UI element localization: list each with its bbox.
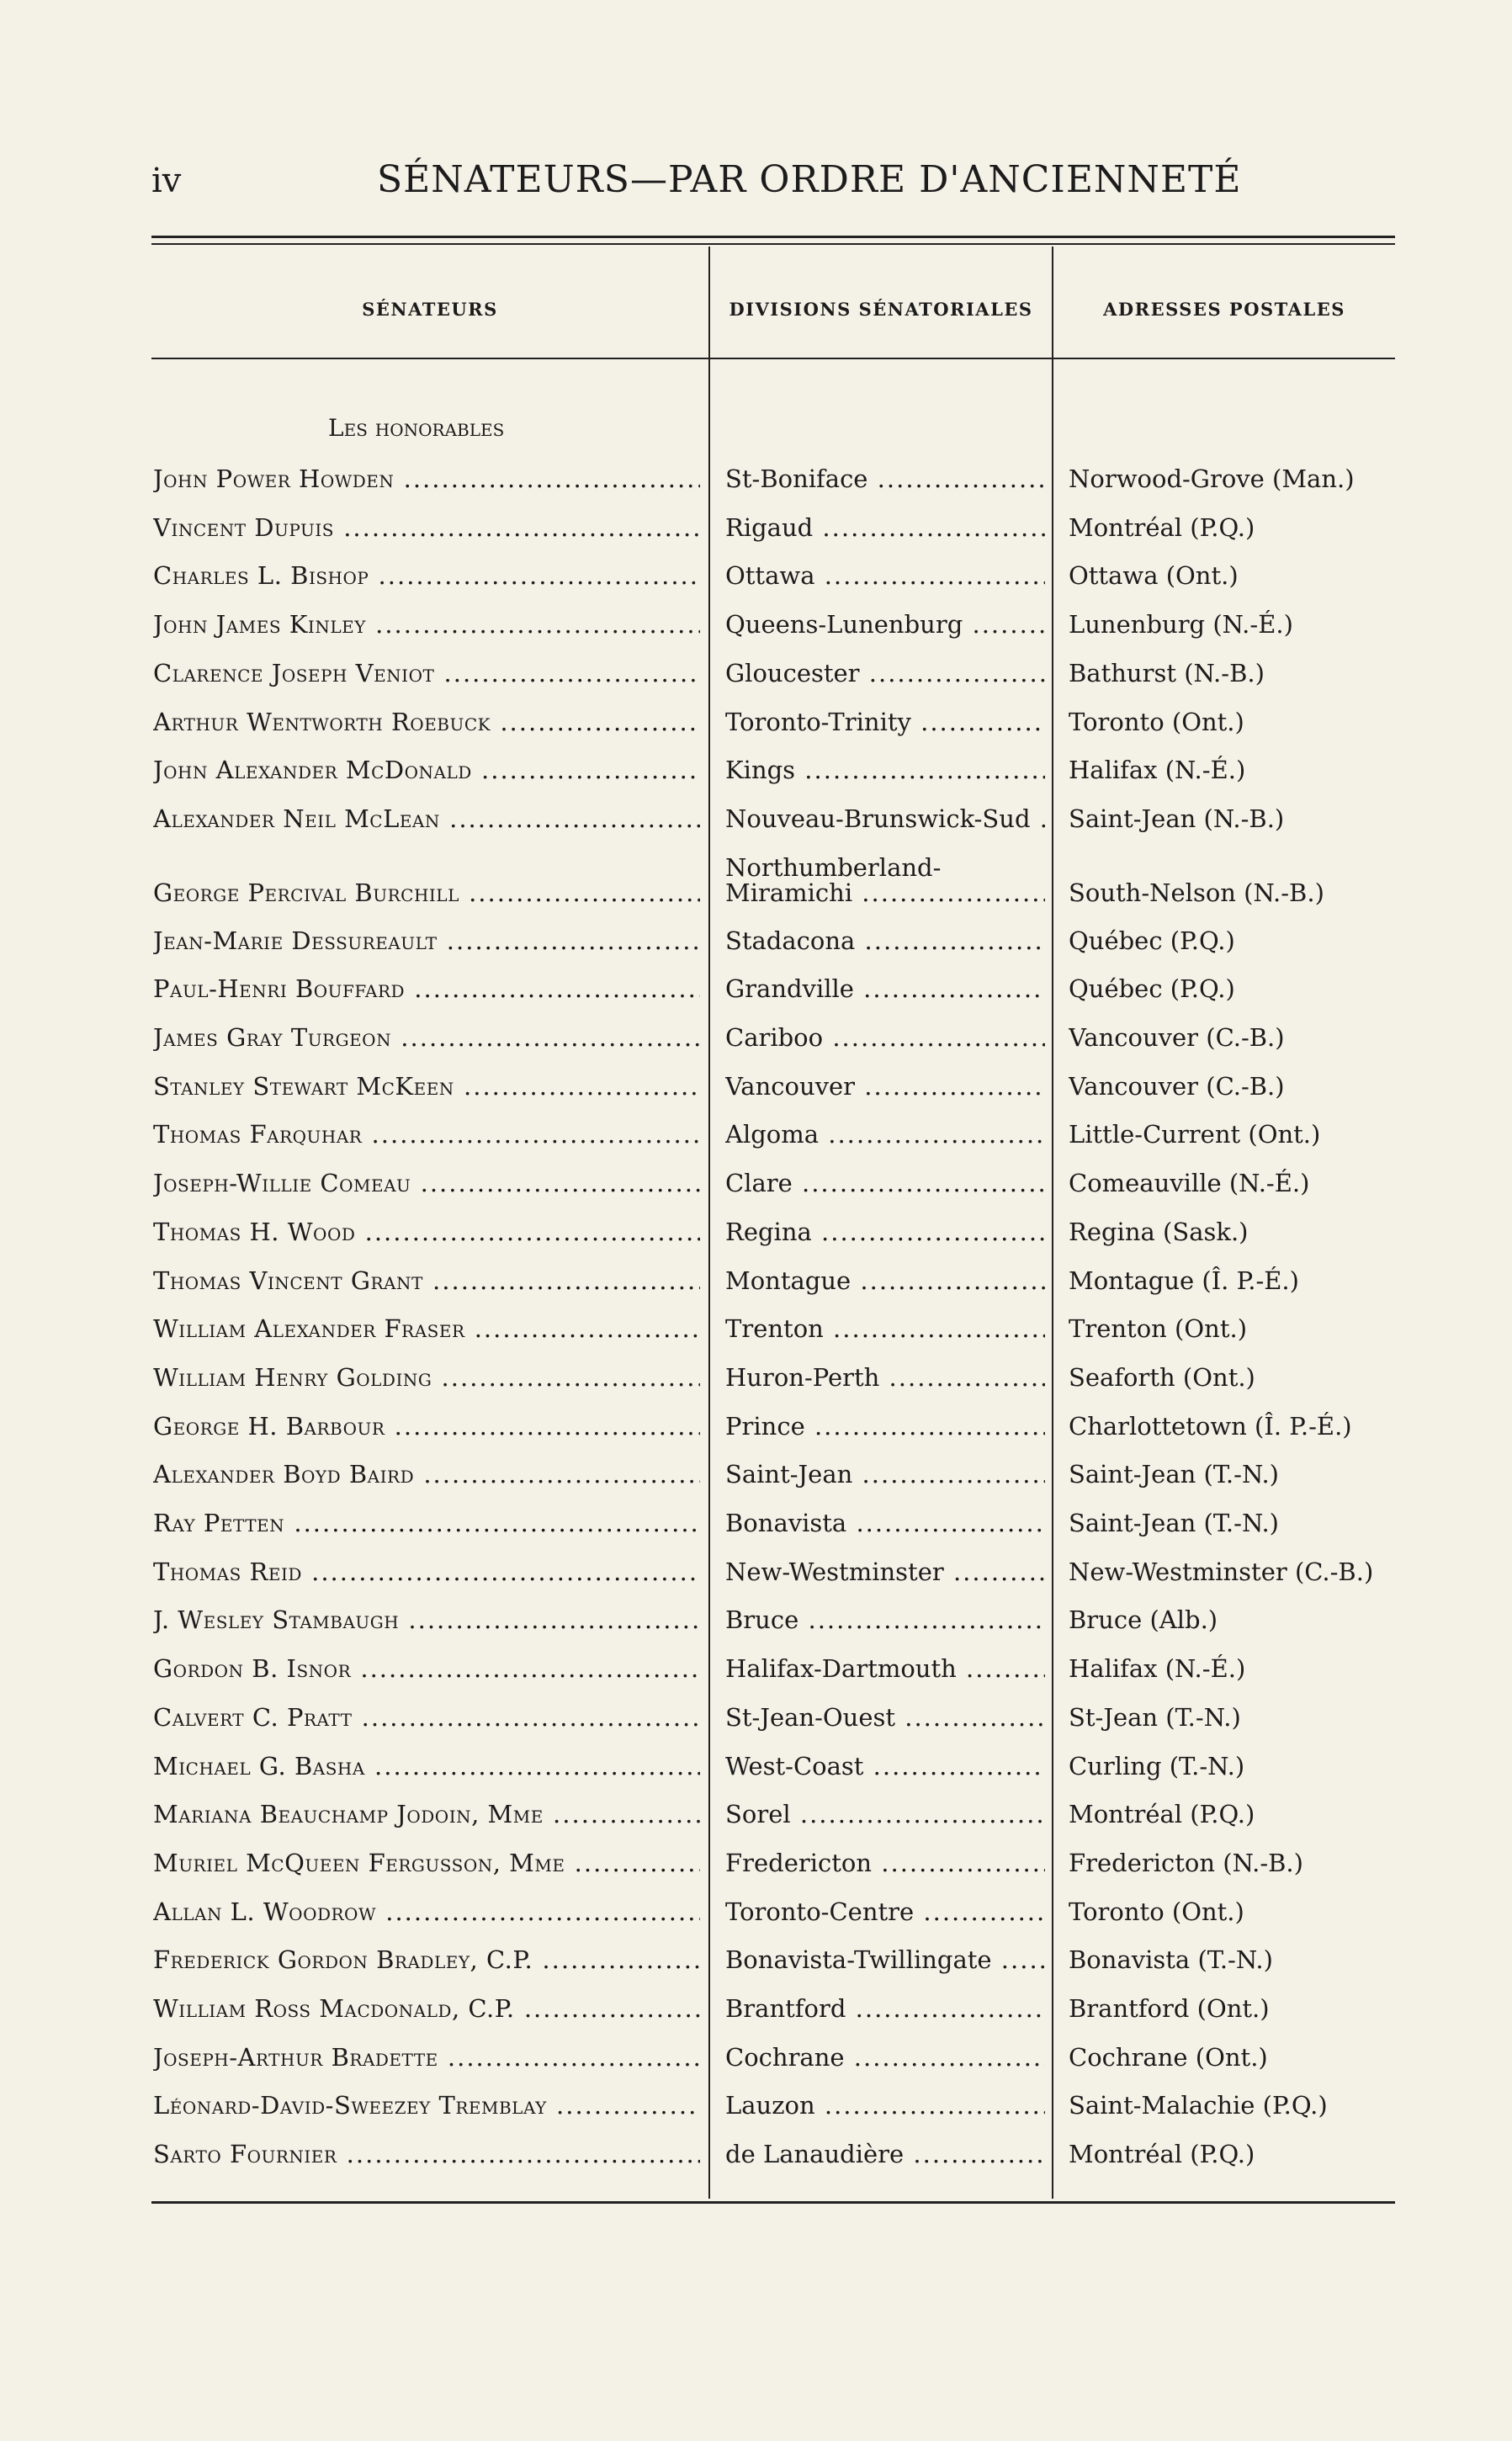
table-row	[0, 1693, 1512, 1742]
postal-address: Halifax (N.-É.)	[1069, 756, 1246, 785]
senator-name: Calvert C. Pratt .....	[153, 1693, 700, 1742]
bottom-rule	[151, 2201, 1395, 2204]
postal-address: Brantford (Ont.)	[1069, 1994, 1270, 2023]
postal-address: Saint-Jean (T.-N.)	[1069, 1509, 1279, 1537]
postal-address: Bathurst (N.-B.)	[1069, 658, 1265, 687]
senator-name: William Ross Macdonald, C.P. .....	[153, 1984, 700, 2033]
table-row	[0, 1595, 1512, 1644]
senator-name: Alexander Neil McLean .....	[153, 794, 700, 843]
senator-name: Jean-Marie Dessureault .....	[153, 916, 700, 965]
table-row	[0, 698, 1512, 746]
senatorial-division: Grandville .....	[725, 964, 1045, 1013]
senator-name: Charles L. Bishop .....	[153, 551, 700, 600]
senatorial-division: Fredericton .....	[725, 1839, 1045, 1887]
table-row	[0, 1790, 1512, 1839]
senator-name: Allan L. Woodrow .....	[153, 1887, 700, 1936]
senatorial-division: Cariboo .....	[725, 1013, 1045, 1062]
senator-name: Michael G. Basha .....	[153, 1742, 700, 1791]
senatorial-division: Clare .....	[725, 1159, 1045, 1207]
senator-name: Sarto Fournier .....	[153, 2130, 700, 2178]
table-row	[0, 1110, 1512, 1159]
senator-name: Alexander Boyd Baird .....	[153, 1450, 700, 1499]
table-row	[0, 1013, 1512, 1062]
table-row	[0, 1839, 1512, 1887]
senatorial-division: Cochrane .....	[725, 2033, 1045, 2082]
postal-address: Vancouver (C.-B.)	[1069, 1023, 1285, 1052]
postal-address: Trenton (Ont.)	[1069, 1314, 1248, 1344]
division-line-2-text: Miramichi	[725, 878, 853, 905]
senatorial-division: Regina .....	[725, 1207, 1045, 1256]
senatorial-division: Vancouver .....	[725, 1062, 1045, 1111]
postal-address: Vancouver (C.-B.)	[1069, 1071, 1285, 1101]
postal-address: Montréal (P.Q.)	[1069, 1800, 1255, 1829]
table-row	[0, 649, 1512, 698]
postal-address: Bonavista (T.-N.)	[1069, 1945, 1273, 1975]
senator-name: Gordon B. Isnor .....	[153, 1644, 700, 1693]
division-line-1: Northumberland-	[725, 852, 942, 882]
top-rule-secondary	[151, 243, 1395, 245]
senator-name: Joseph-Willie Comeau .....	[153, 1159, 700, 1207]
postal-address: Norwood-Grove (Man.)	[1069, 464, 1355, 493]
postal-address: St-Jean (T.-N.)	[1069, 1702, 1241, 1732]
table-row	[0, 1256, 1512, 1305]
senator-name: William Henry Golding .....	[153, 1353, 700, 1402]
senator-name: Thomas H. Wood .....	[153, 1207, 700, 1256]
postal-address: Montréal (P.Q.)	[1069, 2140, 1255, 2169]
senator-name: Léonard-David-Sweezey Tremblay .....	[153, 2081, 700, 2130]
postal-address: Halifax (N.-É.)	[1069, 1654, 1246, 1684]
table-row	[0, 2033, 1512, 2082]
postal-address: Bruce (Alb.)	[1069, 1605, 1218, 1635]
postal-address: Québec (P.Q.)	[1069, 974, 1235, 1004]
postal-address: Charlottetown (Î. P.-É.)	[1069, 1411, 1352, 1441]
senatorial-division: Brantford .....	[725, 1984, 1045, 2033]
table-row	[0, 503, 1512, 552]
postal-address: Cochrane (Ont.)	[1069, 2042, 1268, 2072]
table-row	[0, 964, 1512, 1013]
senator-name: John James Kinley .....	[153, 600, 700, 649]
postal-address: Saint-Jean (N.-B.)	[1069, 804, 1285, 833]
postal-address: Saint-Jean (T.-N.)	[1069, 1460, 1279, 1489]
senator-name: J. Wesley Stambaugh .....	[153, 1595, 700, 1644]
postal-address: Fredericton (N.-B.)	[1069, 1848, 1303, 1877]
senator-name: George H. Barbour .....	[153, 1402, 700, 1451]
column-header-senators: SÉNATEURS	[362, 299, 498, 320]
senator-name: Arthur Wentworth Roebuck .....	[153, 698, 700, 746]
senatorial-division: Rigaud .....	[725, 503, 1045, 552]
senatorial-division: Queens-Lunenburg .....	[725, 600, 1045, 649]
table-row	[0, 916, 1512, 965]
senatorial-division: Gloucester .....	[725, 649, 1045, 698]
senatorial-division: Huron-Perth .....	[725, 1353, 1045, 1402]
postal-address: Seaforth (Ont.)	[1069, 1362, 1255, 1392]
postal-address: Toronto (Ont.)	[1069, 707, 1244, 736]
senator-name: Muriel McQueen Fergusson, Mme .....	[153, 1839, 700, 1887]
senator-name: Thomas Vincent Grant .....	[153, 1256, 700, 1305]
senatorial-division	[725, 843, 1045, 905]
column-header-addresses: ADRESSES POSTALES	[1103, 299, 1345, 320]
top-rule	[151, 236, 1395, 238]
senator-name: Vincent Dupuis .....	[153, 503, 700, 552]
senator-name: Thomas Reid .....	[153, 1547, 700, 1596]
postal-address: Little-Current (Ont.)	[1069, 1120, 1321, 1149]
senator-name: George Percival Burchill .....	[153, 868, 700, 917]
postal-address: Toronto (Ont.)	[1069, 1897, 1244, 1926]
postal-address: Regina (Sask.)	[1069, 1217, 1249, 1246]
senatorial-division: de Lanaudière .....	[725, 2130, 1045, 2178]
senatorial-division: Bruce .....	[725, 1595, 1045, 1644]
senator-name: John Power Howden .....	[153, 454, 700, 503]
senator-name: John Alexander McDonald .....	[153, 746, 700, 794]
postal-address: Ottawa (Ont.)	[1069, 561, 1239, 591]
table-row	[0, 1304, 1512, 1353]
table-row	[0, 454, 1512, 503]
table-row	[0, 1644, 1512, 1693]
table-row	[0, 1935, 1512, 1984]
senatorial-division: Nouveau-Brunswick-Sud .....	[725, 794, 1045, 843]
senatorial-division: Bonavista-Twillingate .....	[725, 1935, 1045, 1984]
senatorial-division: West-Coast .....	[725, 1742, 1045, 1791]
senator-name: Frederick Gordon Bradley, C.P. .....	[153, 1935, 700, 1984]
senatorial-division: Stadacona .....	[725, 916, 1045, 965]
postal-address: Montréal (P.Q.)	[1069, 512, 1255, 542]
senatorial-division: Ottawa .....	[725, 551, 1045, 600]
postal-address: Comeauville (N.-É.)	[1069, 1169, 1310, 1198]
column-header-divisions: DIVISIONS SÉNATORIALES	[729, 299, 1033, 320]
senatorial-division: Lauzon .....	[725, 2081, 1045, 2130]
senator-name: Thomas Farquhar .....	[153, 1110, 700, 1159]
table-row	[0, 1450, 1512, 1499]
senatorial-division: Montague .....	[725, 1256, 1045, 1305]
senator-name: Ray Petten .....	[153, 1499, 700, 1547]
table-row	[0, 794, 1512, 843]
senator-name: Paul-Henri Bouffard .....	[153, 964, 700, 1013]
postal-address: Curling (T.-N.)	[1069, 1751, 1245, 1780]
table-row	[0, 2130, 1512, 2178]
postal-address: South-Nelson (N.-B.)	[1069, 878, 1324, 907]
header-rule	[151, 358, 1395, 359]
table-row	[0, 1742, 1512, 1791]
page-title: SÉNATEURS—PAR ORDRE D'ANCIENNETÉ	[377, 158, 1242, 201]
section-label: Les honorables	[328, 414, 505, 442]
senator-name: Mariana Beauchamp Jodoin, Mme .....	[153, 1790, 700, 1839]
senatorial-division: Toronto-Centre .....	[725, 1887, 1045, 1936]
senatorial-division: New-Westminster .....	[725, 1547, 1045, 1596]
senator-name: James Gray Turgeon .....	[153, 1013, 700, 1062]
senatorial-division: Trenton .....	[725, 1304, 1045, 1353]
table-row	[0, 1159, 1512, 1207]
senatorial-division: Kings .....	[725, 746, 1045, 794]
senator-name: Clarence Joseph Veniot .....	[153, 649, 700, 698]
table-row	[0, 1353, 1512, 1402]
postal-address: Lunenburg (N.-É.)	[1069, 610, 1293, 639]
senatorial-division: Saint-Jean .....	[725, 1450, 1045, 1499]
senator-name: Stanley Stewart McKeen .....	[153, 1062, 700, 1111]
table-row	[0, 1402, 1512, 1451]
table-row	[0, 1499, 1512, 1547]
postal-address: Québec (P.Q.)	[1069, 926, 1235, 955]
table-row	[0, 1887, 1512, 1936]
division-line-2	[725, 880, 1045, 905]
senator-name: William Alexander Fraser .....	[153, 1304, 700, 1353]
senatorial-division: St-Boniface .....	[725, 454, 1045, 503]
senatorial-division: Halifax-Dartmouth .....	[725, 1644, 1045, 1693]
table-row	[0, 843, 1512, 917]
senatorial-division: Prince .....	[725, 1402, 1045, 1451]
page-number: iv	[151, 162, 182, 200]
table-row	[0, 600, 1512, 649]
senator-name: Joseph-Arthur Bradette .....	[153, 2033, 700, 2082]
table-row	[0, 1062, 1512, 1111]
table-row	[0, 1984, 1512, 2033]
postal-address: Montague (Î. P.-É.)	[1069, 1266, 1299, 1295]
senatorial-division: Sorel .....	[725, 1790, 1045, 1839]
postal-address: New-Westminster (C.-B.)	[1069, 1557, 1374, 1586]
table-row	[0, 1547, 1512, 1596]
senatorial-division: St-Jean-Ouest .....	[725, 1693, 1045, 1742]
table-row	[0, 2081, 1512, 2130]
senatorial-division: Bonavista .....	[725, 1499, 1045, 1547]
table-row	[0, 551, 1512, 600]
senatorial-division: Toronto-Trinity .....	[725, 698, 1045, 746]
postal-address: Saint-Malachie (P.Q.)	[1069, 2091, 1328, 2120]
table-row	[0, 746, 1512, 794]
senatorial-division: Algoma .....	[725, 1110, 1045, 1159]
table-row	[0, 1207, 1512, 1256]
